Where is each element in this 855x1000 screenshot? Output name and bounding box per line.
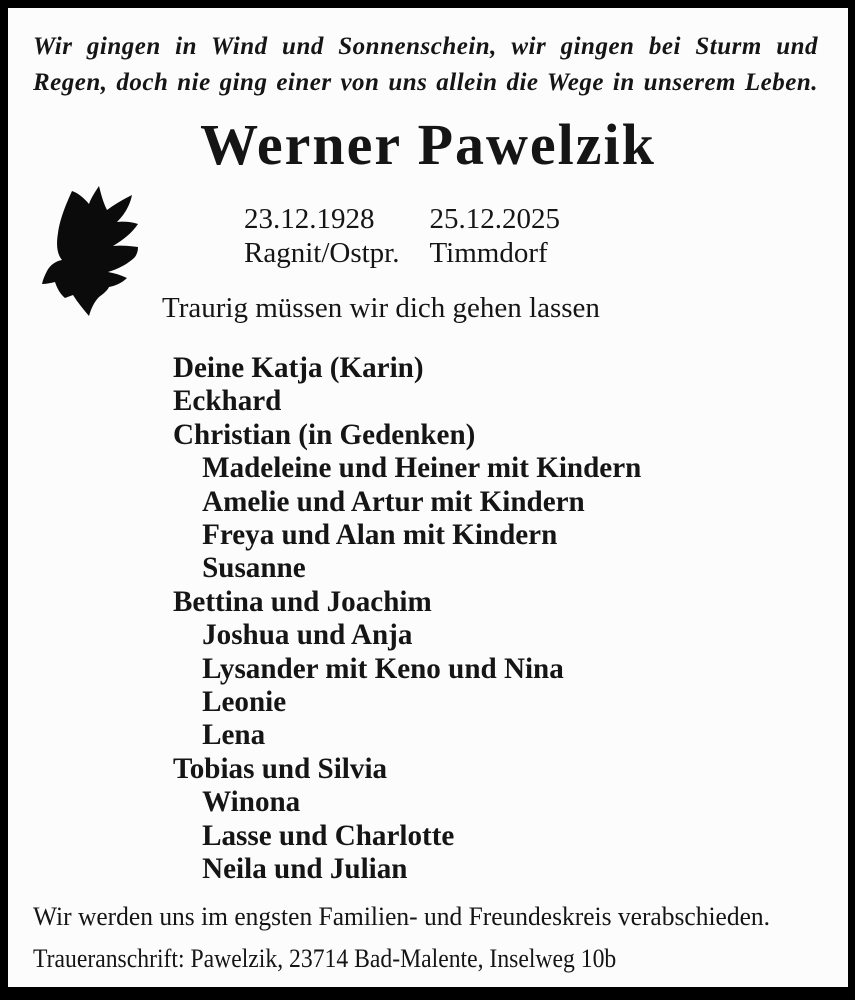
mourner-name: Eckhard [173, 384, 282, 418]
memorial-quote-line-1: Wir gingen in Wind und Sonnenschein, wir gingen bei Sturm und [33, 33, 818, 60]
mourner-name: Amelie und Artur mit Kindern [202, 484, 585, 518]
farewell-statement: Wir werden uns im engsten Familien- und Freundeskreis verabschieden. [33, 902, 771, 931]
mourner-name: Leonie [202, 685, 287, 719]
deceased-name: Werner Pawelzik [200, 112, 656, 177]
birth-place: Ragnit/Ostpr. [244, 237, 400, 269]
mourner-name: Neila und Julian [202, 852, 408, 886]
mourner-name: Christian (in Gedenken) [173, 417, 476, 451]
mourner-name: Madeleine und Heiner mit Kindern [202, 451, 642, 485]
mourner-name: Joshua und Anja [202, 618, 413, 652]
mourner-name: Winona [202, 785, 301, 819]
farewell-subtitle: Traurig müssen wir dich gehen lassen [162, 292, 600, 324]
mourner-name: Tobias und Silvia [173, 751, 388, 785]
memorial-quote-line-2: Regen, doch nie ging einer von uns allein die Wege in unserem Leben. [33, 69, 818, 96]
life-dates [244, 202, 560, 270]
birth-info [244, 202, 399, 270]
birth-date: 23.12.1928 [244, 203, 375, 235]
mourner-name: Bettina und Joachim [173, 584, 432, 618]
mourner-name: Susanne [202, 551, 306, 585]
flying-bird-icon [42, 185, 142, 317]
mourner-name: Lasse und Charlotte [202, 818, 455, 852]
memorial-quote [33, 29, 818, 101]
death-date: 25.12.2025 [429, 203, 560, 235]
death-place: Timmdorf [429, 237, 548, 269]
death-info [429, 202, 560, 270]
mourner-name: Lysander mit Keno und Nina [202, 651, 564, 685]
mourners-list [173, 351, 641, 886]
mourning-address: Traueranschrift: Pawelzik, 23714 Bad-Malente, Inselweg 10b [33, 944, 617, 973]
mourner-name: Deine Katja (Karin) [173, 351, 424, 384]
mourner-name: Freya und Alan mit Kindern [202, 518, 558, 552]
mourner-name: Lena [202, 718, 266, 752]
